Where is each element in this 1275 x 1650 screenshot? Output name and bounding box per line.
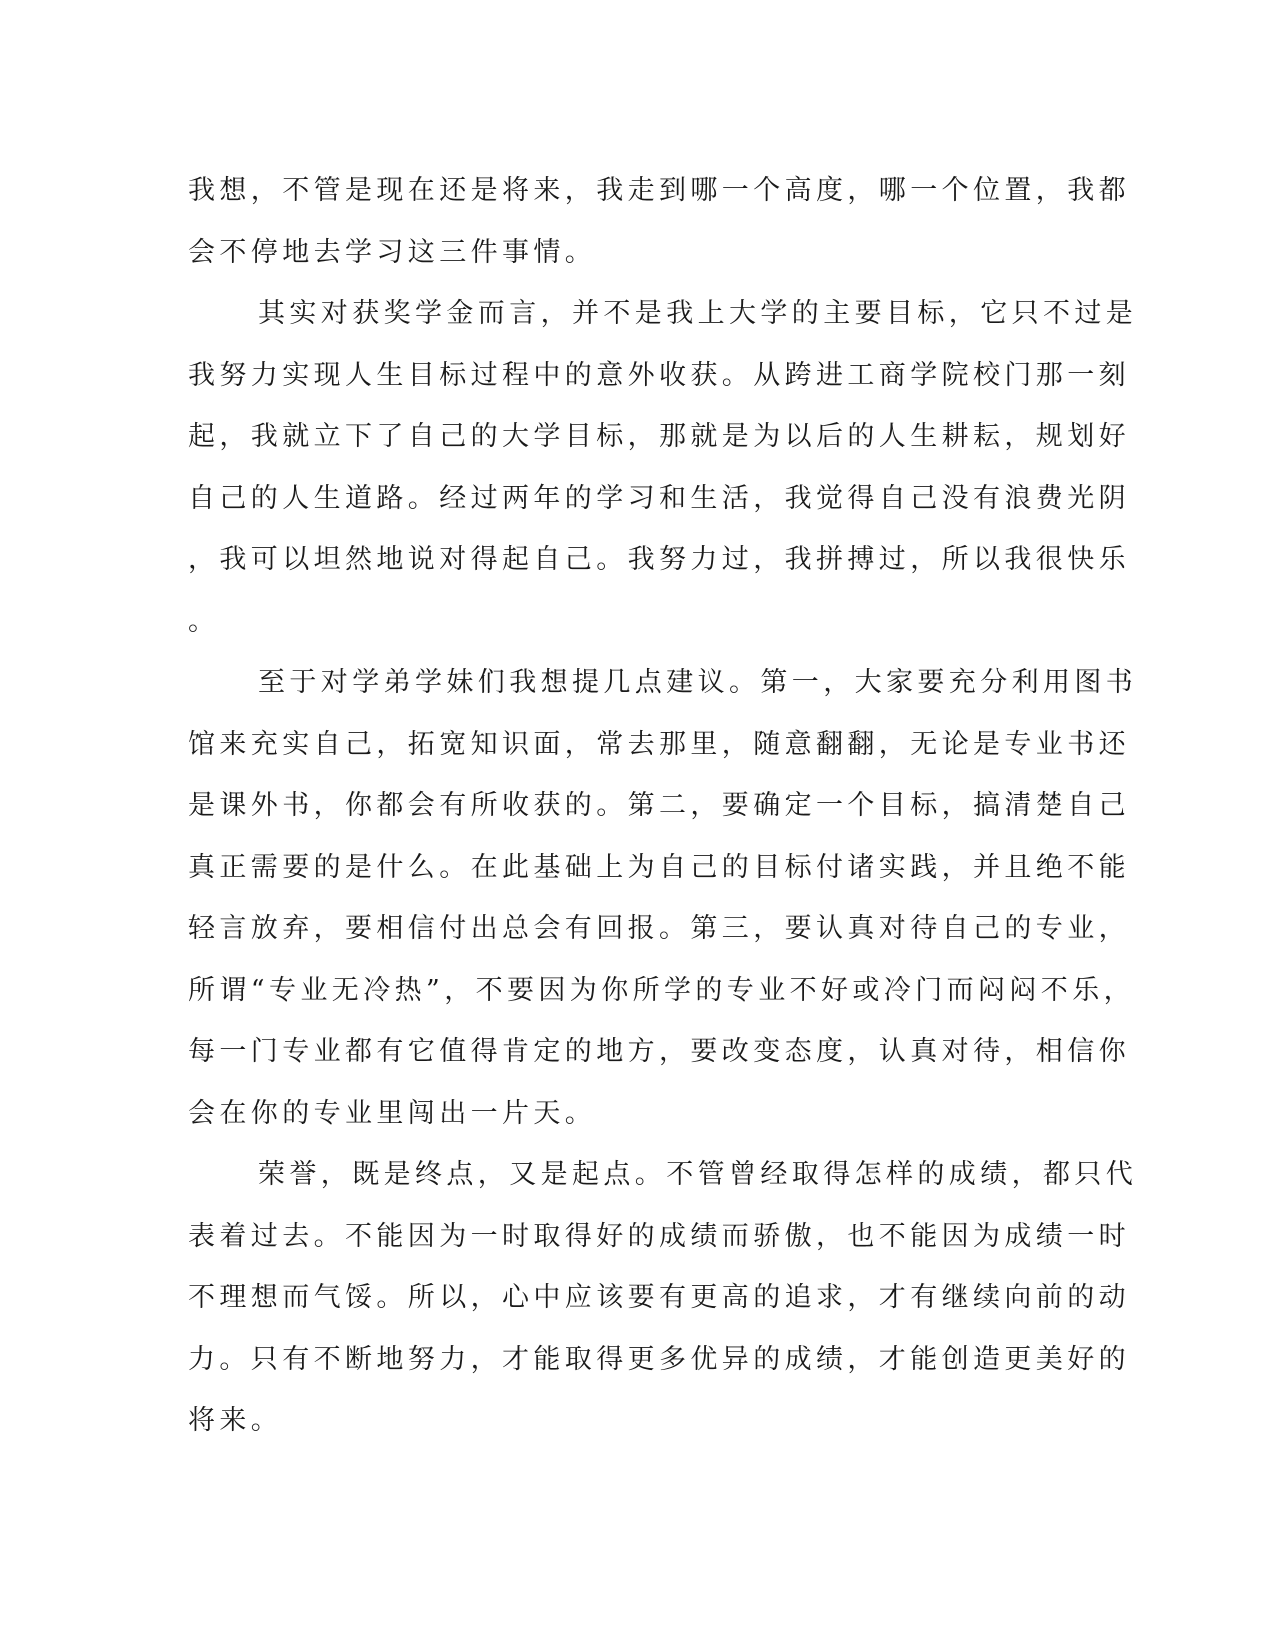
paragraph-line: 会在你的专业里闯出一片天。 — [188, 1097, 597, 1129]
paragraph-line: 自己的人生道路。经过两年的学习和生活，我觉得自己没有浪费光阴 — [188, 482, 1130, 514]
paragraph-line: 荣誉，既是终点，又是起点。不管曾经取得怎样的成绩，都只代 — [258, 1159, 1138, 1190]
paragraph-line: 真正需要的是什么。在此基础上为自己的目标付诸实践，并且绝不能 — [188, 851, 1130, 883]
paragraph-line: 轻言放弃，要相信付出总会有回报。第三，要认真对待自己的专业， — [188, 913, 1130, 944]
paragraph-2 — [188, 283, 1138, 652]
paragraph-line: 其实对获奖学金而言，并不是我上大学的主要目标，它只不过是 — [258, 298, 1138, 329]
document-body — [188, 160, 1138, 1452]
paragraph-line: 我想，不管是现在还是将来，我走到哪一个高度，哪一个位置，我都 — [188, 175, 1130, 206]
paragraph-line: 会不停地去学习这三件事情。 — [188, 236, 597, 268]
paragraph-4 — [188, 1144, 1138, 1452]
paragraph-line: 我努力实现人生目标过程中的意外收获。从跨进工商学院校门那一刻 — [188, 359, 1130, 391]
paragraph-line: ，我可以坦然地说对得起自己。我努力过，我拼搏过，所以我很快乐 — [188, 544, 1130, 575]
paragraph-line: 每一门专业都有它值得肯定的地方，要改变态度，认真对待，相信你 — [188, 1036, 1130, 1067]
paragraph-line: 不理想而气馁。所以，心中应该要有更高的追求，才有继续向前的动 — [188, 1282, 1130, 1313]
paragraph-line: 是课外书，你都会有所收获的。第二，要确定一个目标，搞清楚自己 — [188, 790, 1130, 821]
paragraph-line: 至于对学弟学妹们我想提几点建议。第一，大家要充分利用图书 — [258, 667, 1138, 698]
paragraph-line: 表着过去。不能因为一时取得好的成绩而骄傲，也不能因为成绩一时 — [188, 1220, 1130, 1252]
paragraph-line: 力。只有不断地努力，才能取得更多优异的成绩，才能创造更美好的 — [188, 1343, 1130, 1375]
paragraph-1 — [188, 160, 1130, 283]
paragraph-line: 所谓“专业无冷热”，不要因为你所学的专业不好或冷门而闷闷不乐， — [188, 974, 1136, 1006]
paragraph-line: 起，我就立下了自己的大学目标，那就是为以后的人生耕耘，规划好 — [188, 421, 1130, 452]
paragraph-line: 馆来充实自己，拓宽知识面，常去那里，随意翻翻，无论是专业书还 — [188, 728, 1130, 760]
paragraph-line: 将来。 — [188, 1405, 283, 1436]
paragraph-3 — [188, 652, 1138, 1144]
paragraph-line: 。 — [188, 605, 220, 637]
